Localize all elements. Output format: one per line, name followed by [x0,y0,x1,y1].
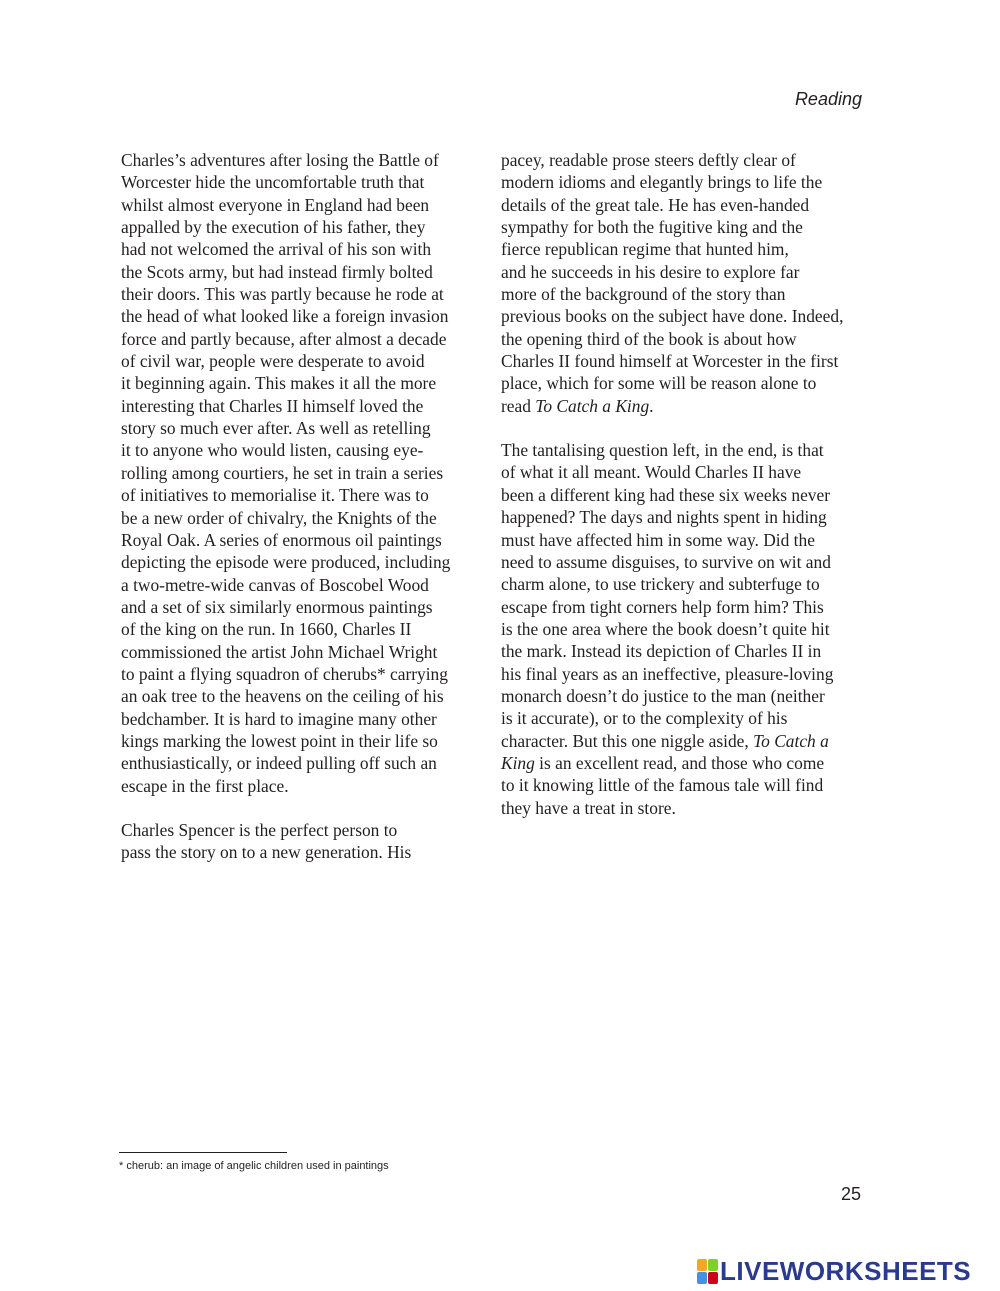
book-title: To Catch a King [535,395,650,416]
section-header: Reading [794,89,862,109]
paragraph-escape-memorial: Charles’s adventures after losing the Battle of Worcester hide the uncomfortable truth that whilst almost everyone in England had been appalled by the execution of his father, they had not welcomed the arrival of his son with the Scots army, but had instead firmly bolted their doors. This was partly because he rode at the head of what looked like a foreign invasion force and partly because, after almost a decade of civil war, people were desperate to avoid it beginning again. This makes it all the more interesting that Charles II himself loved the story so much ever after. As well as retelling it to anyone who would listen, causing eye- rolling among courtiers, he set in train a series of initiatives to memorialise it. There was to be a new order of chivalry, the Knights of the Royal Oak. A series of enormous oil paintings depicting the episode were produced, including a two-metre-wide canvas of Boscobel Wood and a set of six similarly enormous paintings of the king on the run. In 1660, Charles II commissioned the artist John Michael Wright to paint a flying squadron of cherubs* carrying an oak tree to the heavens on the ceiling of his bedchamber. It is hard to imagine many other kings marking the lowest point in their life so enthusiastically, or indeed pulling off such an escape in the first place. [121,150,451,796]
brand-mark-icon [697,1259,718,1284]
footnote-divider [119,1152,287,1153]
footnote: * cherub: an image of angelic children used in paintings [119,1160,389,1172]
paragraph-prose-review [501,149,873,417]
brand-mark-square [708,1272,718,1284]
page-number: 25 [840,1184,861,1204]
left-column [121,149,493,886]
brand-name: LIVEWORKSHEETS [720,1255,972,1286]
paragraph-text: . [649,395,654,416]
brand-mark-square [697,1272,707,1284]
paragraph-text: The tantalising question left, in the end, is that of what it all meant. Would Charles II have been a different king had these six weeks never happened? The days and nights spent in hiding must have affected him in some way. Did the need to assume disguises, to survive on wit and charm alone, to use trickery and subterfuge to escape from tight corners help form him? This is the one area where the book doesn’t quite hit the mark. Instead its depiction of Charles II in his final years as an ineffective, pleasure-loving monarch doesn’t do justice to the man (neither is it accurate), or to the complexity of his character. But this one niggle aside, [501,440,834,751]
right-column [501,149,873,841]
paragraph-text: is an excellent read, and those who come to it knowing little of the famous tale will find they have a treat in store. [501,752,825,818]
brand-mark-square [708,1259,718,1271]
paragraph-text: pacey, readable prose steers deftly clear of modern idioms and elegantly brings to life the details of the great tale. He has even-handed sympathy for both the fugitive king and the fierce republican regime that hunted him, and he succeeds in his desire to explore far more of the background of the story than previous books on the subject have done. Indeed, the opening third of the book is about how Charles II found himself at Worcester in the first place, which for some will be reason alone to read [501,150,844,416]
book-title: To Catch a King [501,730,829,773]
brand-mark-square [697,1259,707,1271]
paragraph-tantalising-question [501,439,873,819]
paragraph-charles-spencer: Charles Spencer is the perfect person to pass the story on to a new generation. His [121,819,412,863]
liveworksheets-logo[interactable] [697,1256,971,1286]
